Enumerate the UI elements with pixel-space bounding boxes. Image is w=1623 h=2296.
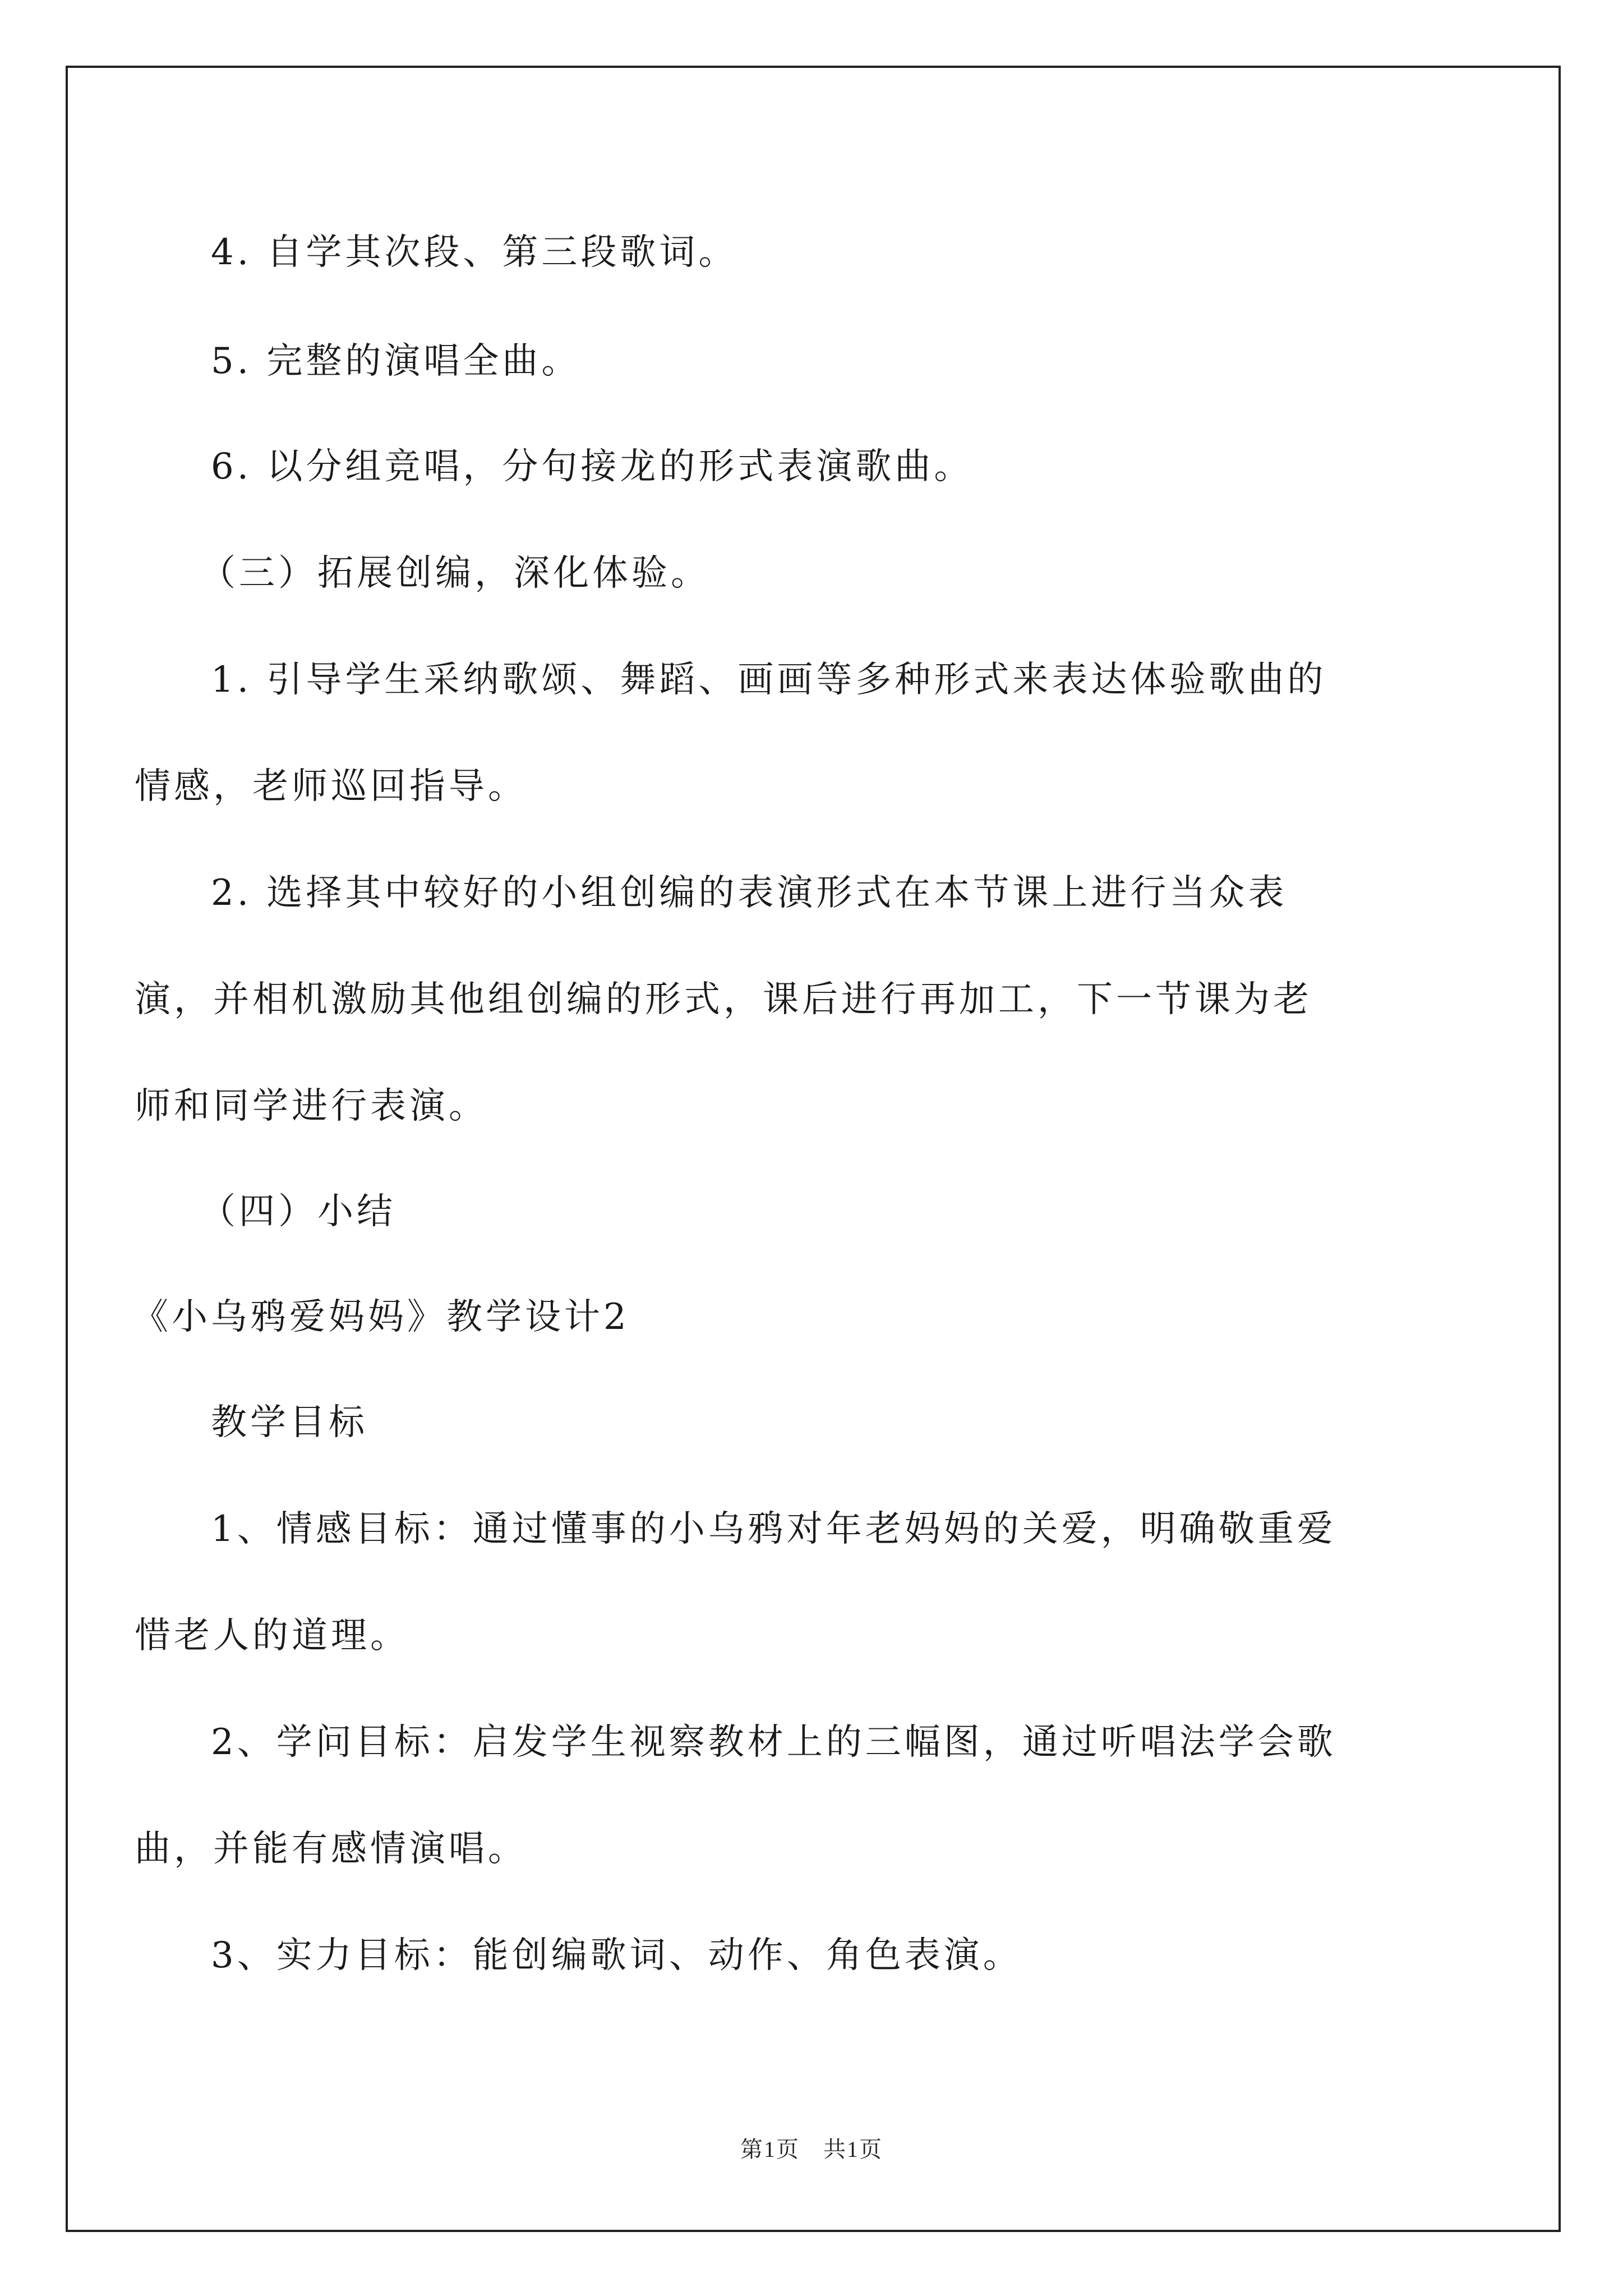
paragraph-line: 师和同学进行表演。 — [135, 1085, 488, 1127]
section-heading: 教学目标 — [211, 1402, 368, 1443]
paragraph-line: 4. 自学其次段、第三段歌词。 — [211, 232, 738, 273]
page-number-footer: 第1页 共1页 — [740, 2137, 883, 2162]
section-heading: （四）小结 — [200, 1191, 396, 1232]
paragraph-line: 演，并相机激励其他组创编的形式，课后进行再加工，下一节课为老 — [135, 979, 1312, 1020]
paragraph-line: 1、情感目标：通过懂事的小乌鸦对年老妈妈的关爱，明确敬重爱 — [211, 1508, 1336, 1550]
paragraph-line: 2、学问目标：启发学生视察教材上的三幅图，通过听唱法学会歌 — [211, 1722, 1336, 1763]
paragraph-line: 曲，并能有感情演唱。 — [135, 1828, 527, 1870]
document-title: 《小乌鸦爱妈妈》教学设计2 — [132, 1296, 630, 1338]
paragraph-line: 5. 完整的演唱全曲。 — [211, 341, 581, 382]
paragraph-line: 1. 引导学生采纳歌颂、舞蹈、画画等多种形式来表达体验歌曲的 — [211, 659, 1327, 701]
paragraph-line: 3、实力目标：能创编歌词、动作、角色表演。 — [211, 1935, 1022, 1976]
section-heading: （三）拓展创编，深化体验。 — [200, 553, 710, 594]
paragraph-line: 惜老人的道理。 — [135, 1615, 409, 1657]
paragraph-line: 情感，老师巡回指导。 — [135, 766, 527, 807]
paragraph-line: 2. 选择其中较好的小组创编的表演形式在本节课上进行当众表 — [211, 872, 1288, 914]
paragraph-line: 6. 以分组竞唱，分句接龙的形式表演歌曲。 — [211, 446, 974, 487]
